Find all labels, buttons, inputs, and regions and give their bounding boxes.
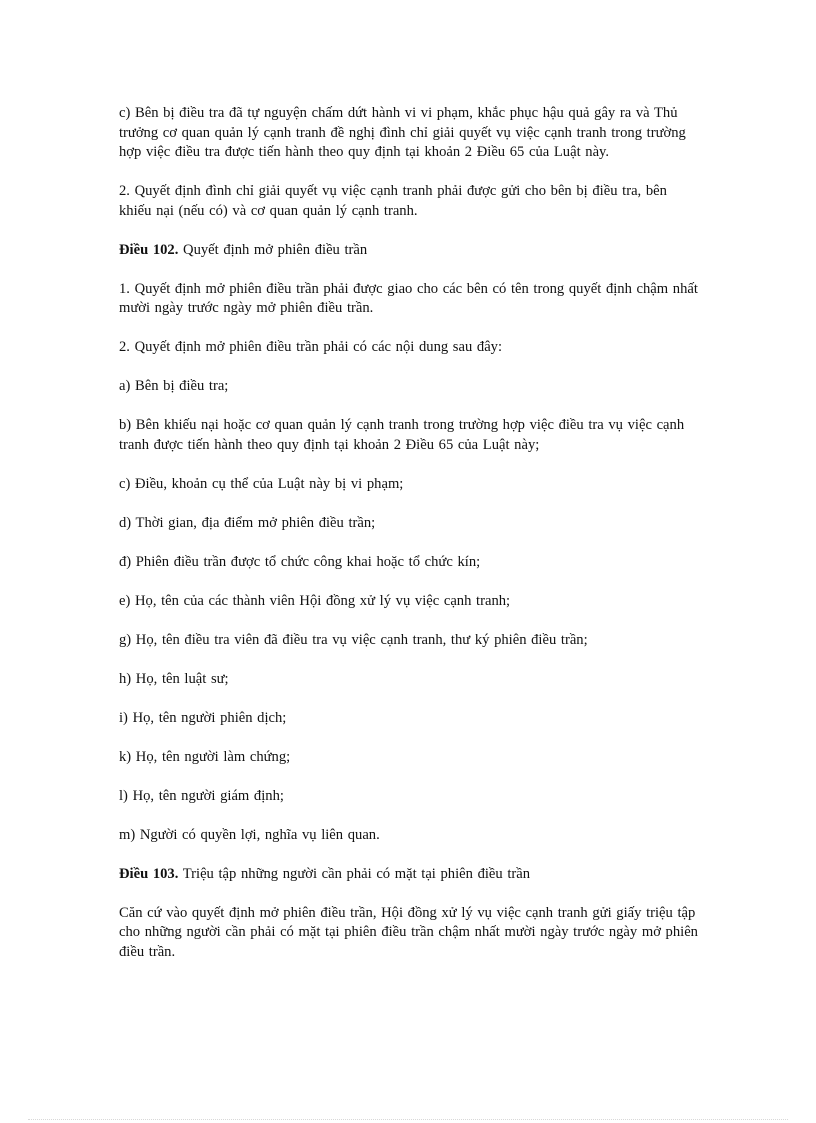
paragraph: 2. Quyết định đình chỉ giải quyết vụ việc cạnh tranh phải được gửi cho bên bị điều tra, bên khiếu nại (nếu có) và cơ quan quản lý cạnh tranh. — [119, 183, 667, 219]
article-heading — [119, 865, 699, 885]
list-item: a) Bên bị điều tra; — [119, 378, 229, 394]
list-item: e) Họ, tên của các thành viên Hội đồng xử lý vụ việc cạnh tranh; — [119, 592, 511, 609]
paragraph: Căn cứ vào quyết định mở phiên điều trần, Hội đồng xử lý vụ việc cạnh tranh gửi giấy triệu tập cho những người cần phải có mặt tại phiên điều trần chậm nhất mười ngày trước ngày mở phiên điều trần. — [119, 904, 698, 960]
list-item: m) Người có quyền lợi, nghĩa vụ liên quan. — [119, 826, 380, 843]
article-number: Điều 102. — [119, 241, 179, 258]
list-item: g) Họ, tên điều tra viên đã điều tra vụ việc cạnh tranh, thư ký phiên điều trần; — [119, 631, 588, 648]
document-body — [119, 104, 699, 982]
article-title: Quyết định mở phiên điều trần — [178, 241, 368, 258]
list-item: c) Điều, khoản cụ thể của Luật này bị vi phạm; — [119, 475, 404, 492]
list-item: d) Thời gian, địa điểm mở phiên điều trần; — [119, 514, 376, 531]
list-item: i) Họ, tên người phiên dịch; — [119, 709, 287, 726]
paragraph: 2. Quyết định mở phiên điều trần phải có các nội dung sau đây: — [119, 339, 503, 355]
article-heading — [119, 241, 699, 261]
list-item: h) Họ, tên luật sư; — [119, 670, 229, 687]
article-number: Điều 103. — [119, 865, 179, 882]
page-bottom-divider — [28, 1119, 788, 1120]
paragraph: 1. Quyết định mở phiên điều trần phải được giao cho các bên có tên trong quyết định chậm nhất mười ngày trước ngày mở phiên điều trần. — [119, 280, 698, 316]
list-item: l) Họ, tên người giám định; — [119, 787, 284, 804]
list-item: k) Họ, tên người làm chứng; — [119, 748, 291, 765]
article-title: Triệu tập những người cần phải có mặt tại phiên điều trần — [178, 865, 531, 882]
list-item: đ) Phiên điều trần được tổ chức công khai hoặc tổ chức kín; — [119, 553, 481, 570]
paragraph: c) Bên bị điều tra đã tự nguyện chấm dứt hành vi vi phạm, khắc phục hậu quả gây ra và Thủ trưởng cơ quan quản lý cạnh tranh đề nghị đình chỉ giải quyết vụ việc cạnh tranh trong trường hợp việc điều tra được tiến hành theo quy định tại khoản 2 Điều 65 của Luật này. — [119, 105, 686, 160]
list-item: b) Bên khiếu nại hoặc cơ quan quản lý cạnh tranh trong trường hợp việc điều tra vụ việc cạnh tranh được tiến hành theo quy định tại khoản 2 Điều 65 của Luật này; — [119, 417, 685, 453]
